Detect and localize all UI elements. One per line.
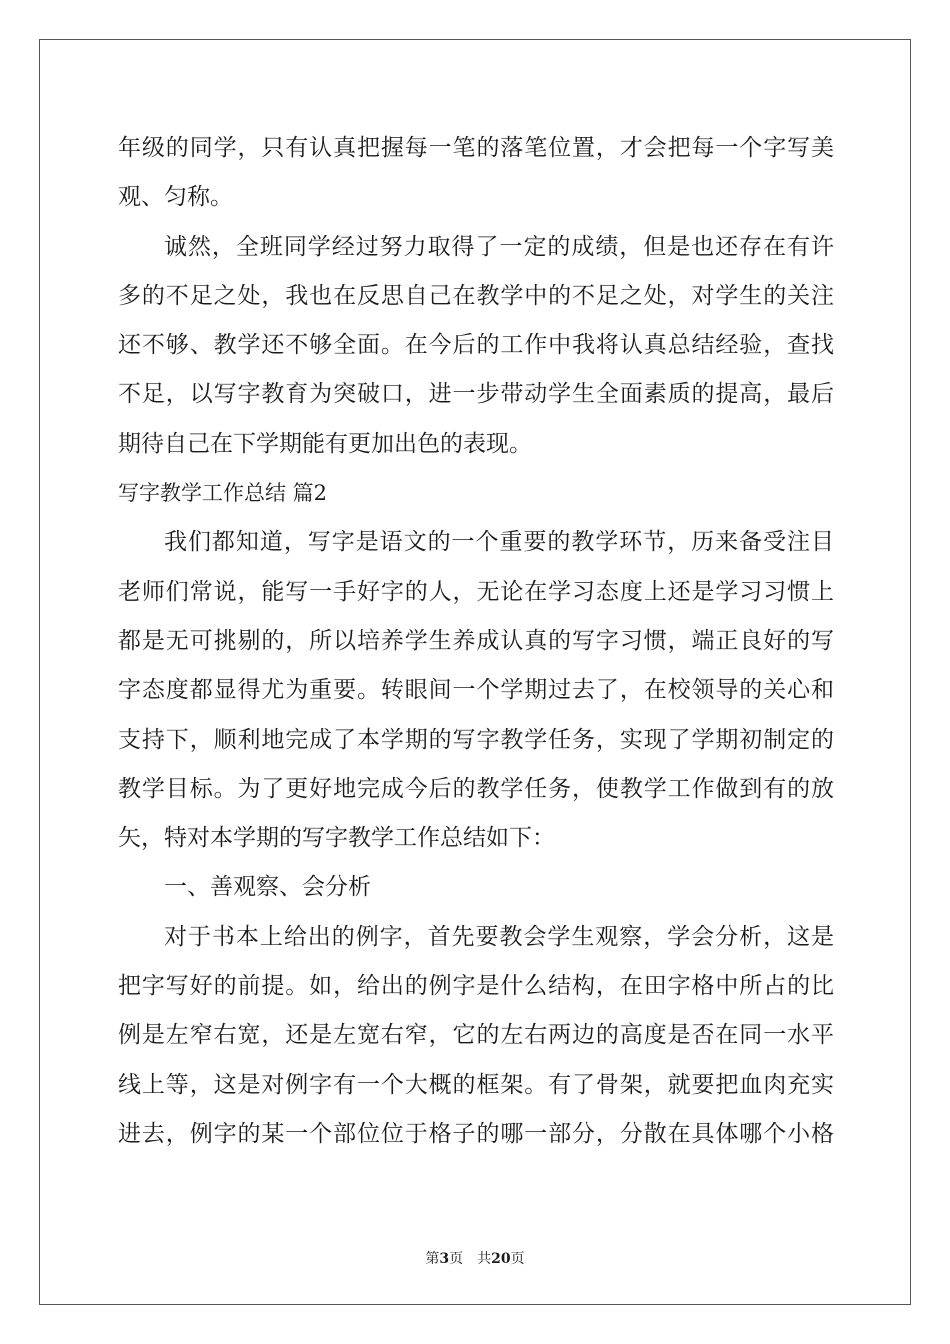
- text-line: 期待自己在下学期能有更加出色的表现。: [118, 430, 532, 457]
- text-line: 字态度都显得尤为重要。转眼间一个学期过去了，在校领导的关心和: [118, 677, 834, 704]
- text-line: 诚然，全班同学经过努力取得了一定的成绩，但是也还存在有许: [164, 233, 834, 260]
- text-line: 观、匀称。: [118, 184, 233, 211]
- text-line: 年级的同学，只有认真把握每一笔的落笔位置，才会把每一个字写美: [118, 135, 834, 161]
- text-line: 教学目标。为了更好地完成今后的教学任务，使教学工作做到有的放: [118, 775, 834, 802]
- subsection-heading: 一、善观察、会分析: [164, 874, 371, 901]
- text-line: 矢，特对本学期的写字教学工作总结如下：: [118, 825, 555, 852]
- page-footer: [0, 1248, 950, 1268]
- text-line: 例是左窄右宽，还是左宽右窄，它的左右两边的高度是否在同一水平: [118, 1022, 834, 1049]
- text-line: 进去，例字的某一个部位位于格子的哪一部分，分散在具体哪个小格: [118, 1120, 834, 1147]
- section-heading: 写字教学工作总结 篇2: [118, 481, 328, 506]
- text-line: 把字写好的前提。如，给出的例字是什么结构，在田字格中所占的比: [118, 973, 834, 1000]
- total-pages-number: 20: [491, 1251, 511, 1267]
- text-line: 我们都知道，写字是语文的一个重要的教学环节，历来备受注目: [164, 529, 834, 556]
- current-page-number: 3: [439, 1251, 450, 1267]
- text-line: 多的不足之处，我也在反思自己在教学中的不足之处，对学生的关注: [118, 282, 834, 309]
- text-line: 线上等，这是对例字有一个大概的框架。有了骨架，就要把血肉充实: [118, 1071, 834, 1098]
- text-line: 支持下，顺利地完成了本学期的写字教学任务，实现了学期初制定的: [118, 726, 834, 753]
- text-line: 老师们常说，能写一手好字的人，无论在学习态度上还是学习习惯上: [118, 578, 834, 605]
- document-body: [118, 124, 834, 1159]
- page-suffix: 页: [449, 1251, 464, 1267]
- text-line: 对于书本上给出的例字，首先要教会学生观察，学会分析，这是: [164, 923, 834, 950]
- total-suffix: 页: [510, 1251, 525, 1267]
- text-line: 都是无可挑剔的，所以培养学生养成认真的写字习惯，端正良好的写: [118, 627, 834, 654]
- total-prefix: 共: [477, 1251, 492, 1267]
- page-prefix: 第: [425, 1251, 440, 1267]
- text-line: 不足，以写字教育为突破口，进一步带动学生全面素质的提高，最后: [118, 381, 834, 408]
- text-line: 还不够、教学还不够全面。在今后的工作中我将认真总结经验，查找: [118, 332, 834, 359]
